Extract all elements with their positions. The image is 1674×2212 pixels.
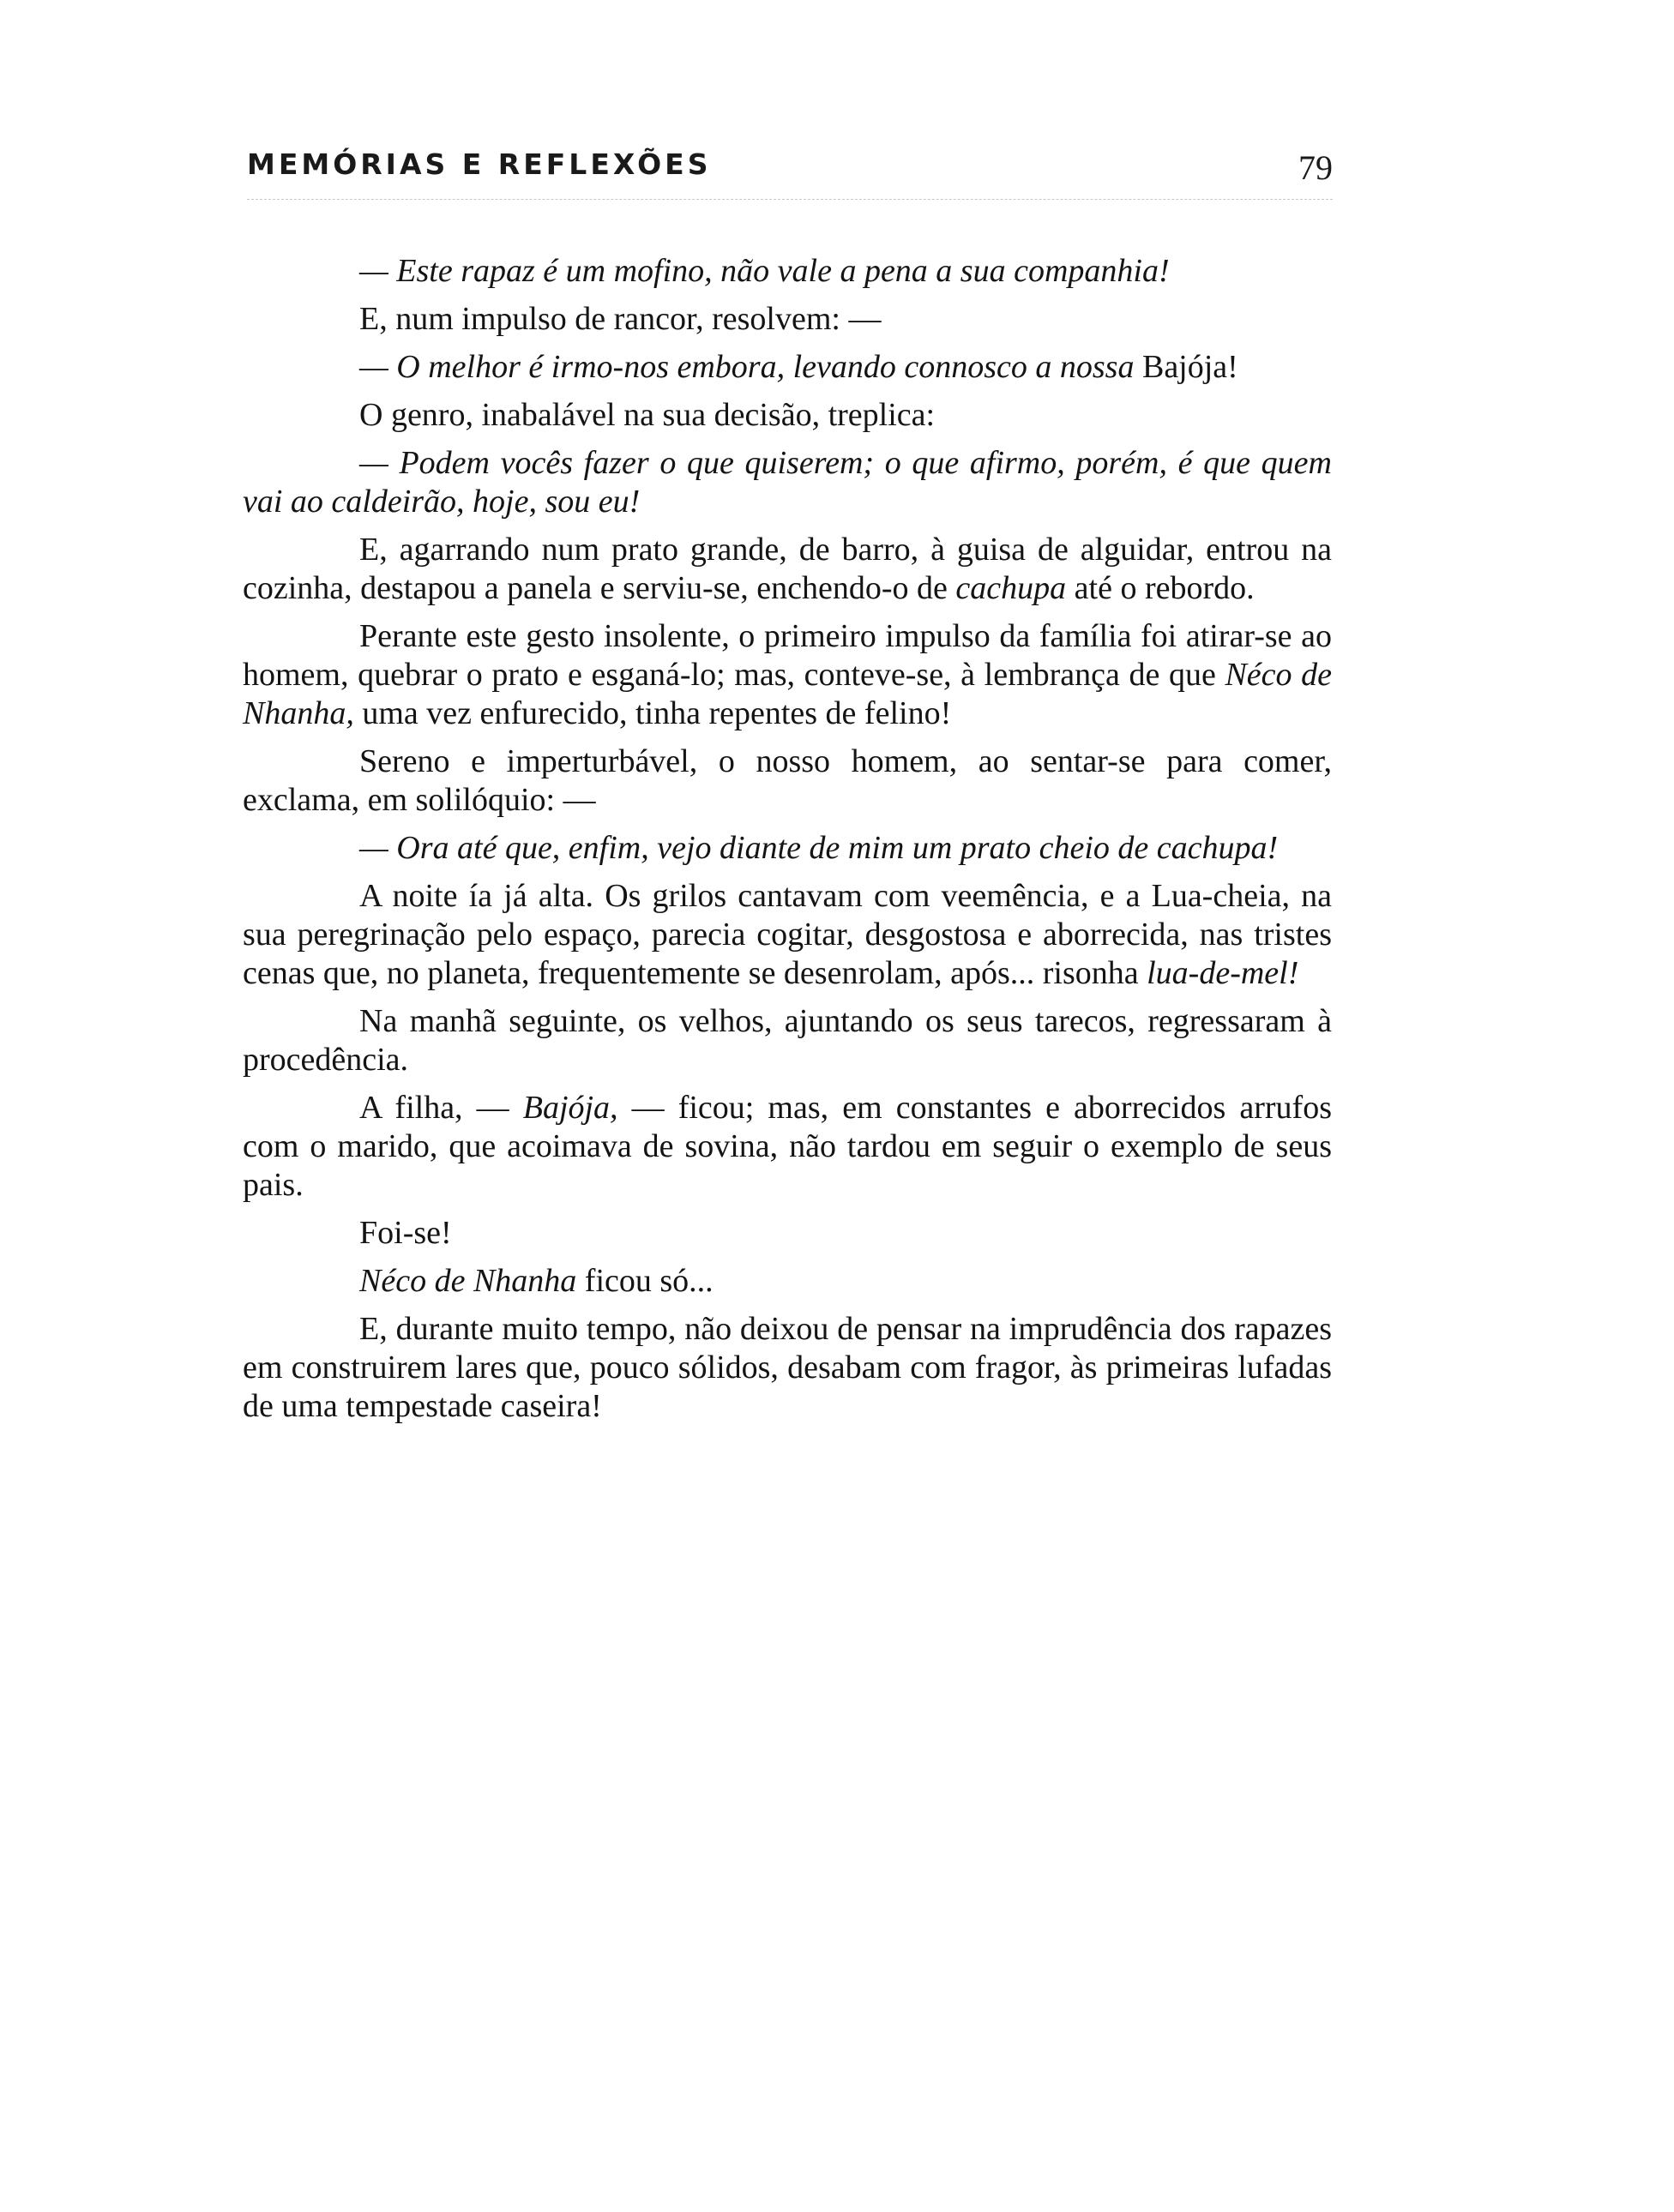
- paragraph: [243, 1089, 1332, 1205]
- text-run: Foi-se!: [359, 1215, 452, 1251]
- italic-run: cachupa: [955, 570, 1067, 606]
- paragraph: [243, 1310, 1332, 1426]
- text-run: A filha, —: [359, 1090, 523, 1126]
- paragraph: [243, 1002, 1332, 1079]
- paragraph: [243, 877, 1332, 993]
- text-run: E, num impulso de rancor, resolvem: —: [359, 301, 882, 337]
- text-run: Sereno e imperturbável, o nosso homem, ao sentar-se para comer, exclama, em solilóquio: —: [243, 743, 1332, 818]
- paragraph: [243, 1214, 1332, 1253]
- text-run: uma vez enfurecido, tinha repentes de felino!: [353, 695, 952, 731]
- paragraph: [243, 444, 1332, 521]
- paragraph: [243, 742, 1332, 820]
- italic-run: — Este rapaz é um mofino, não vale a pena a sua companhia!: [359, 253, 1170, 289]
- paragraph: [243, 252, 1332, 291]
- italic-run: — O melhor é irmo-nos embora, levando connosco a nossa: [359, 349, 1135, 385]
- text-run: Bajója!: [1134, 349, 1238, 385]
- text-run: Na manhã seguinte, os velhos, ajuntando os seus tarecos, regressaram à procedência.: [243, 1003, 1332, 1078]
- text-run: E, durante muito tempo, não deixou de pensar na imprudência dos rapazes em construirem lares que, pouco sólidos, desabam com fragor, às primeiras lufadas de uma tempestade caseira!: [243, 1311, 1332, 1424]
- italic-run: Néco de Nhanha,: [243, 657, 1332, 731]
- italic-run: — Podem vocês fazer o que quiserem; o que afirmo, porém, é que quem vai ao caldeirão, hoje, sou eu!: [243, 445, 1332, 520]
- body-text: [243, 252, 1332, 1426]
- text-run: O genro, inabalável na sua decisão, treplica:: [359, 397, 936, 433]
- running-title: MEMÓRIAS E REFLEXÕES: [247, 147, 712, 181]
- paragraph: [243, 1262, 1332, 1301]
- italic-run: lua-de-mel!: [1147, 955, 1299, 991]
- running-head: [247, 147, 1333, 200]
- text-run: Perante este gesto insolente, o primeiro impulso da família foi atirar-se ao homem, quebrar o prato e esganá-lo; mas, conteve-se, à lembrança de que: [243, 618, 1332, 693]
- italic-run: Bajója,: [522, 1090, 618, 1126]
- italic-run: Néco de Nhanha: [359, 1263, 577, 1299]
- paragraph: [243, 396, 1332, 435]
- text-run: ficou só...: [576, 1263, 714, 1299]
- text-run: A noite ía já alta. Os grilos cantavam com veemência, e a Lua-cheia, na sua peregrinação pelo espaço, parecia cogitar, desgostosa e aborrecida, nas tristes cenas que, no planeta, frequentemente se desenrolam, após... risonha: [243, 878, 1332, 991]
- paragraph: [243, 617, 1332, 733]
- paragraph: [243, 300, 1332, 339]
- text-run: — ficou; mas, em constantes e aborrecidos arrufos com o marido, que acoimava de sovina, não tardou em seguir o exemplo de seus pais.: [243, 1090, 1332, 1203]
- italic-run: — Ora até que, enfim, vejo diante de mim um prato cheio de cachupa!: [359, 830, 1279, 866]
- paragraph: [243, 829, 1332, 868]
- page-number: 79: [1298, 148, 1333, 187]
- text-run: até o rebordo.: [1066, 570, 1255, 606]
- text-run: E, agarrando num prato grande, de barro, à guisa de alguidar, entrou na cozinha, destapou a panela e serviu-se, enchendo-o de: [243, 532, 1332, 606]
- paragraph: [243, 348, 1332, 387]
- paragraph: [243, 531, 1332, 608]
